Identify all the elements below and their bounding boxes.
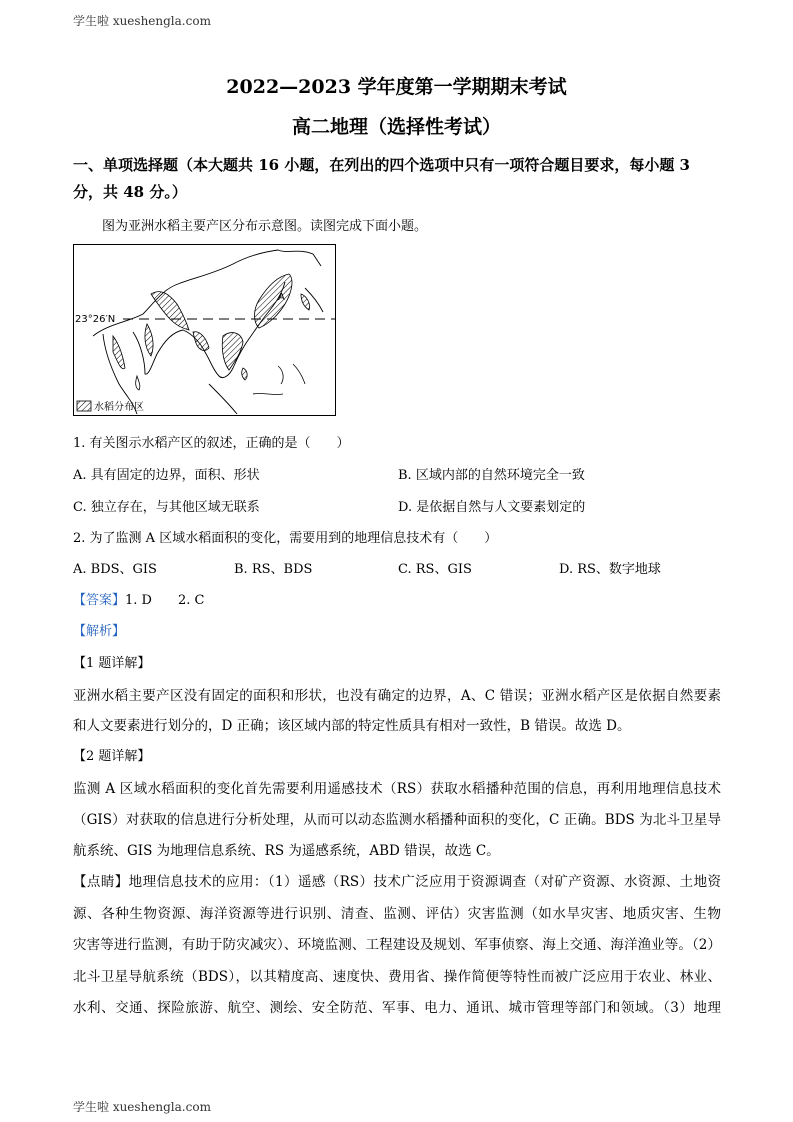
tip-line: 水利、交通、探险旅游、航空、测绘、安全防范、军事、电力、通讯、城市管理等部门和领域。（3）地理 xyxy=(73,1000,721,1016)
q1-detail-tag: 【1 题详解】 xyxy=(73,656,151,671)
question-2-option-d: D. RS、数字地球 xyxy=(559,562,661,577)
q1-detail-line: 和人文要素进行划分的，D 正确；该区域内部的特定性质具有相对一致性，B 错误。故选 D。 xyxy=(73,718,631,734)
legend-label: 水稻分布区 xyxy=(94,402,144,413)
legend-swatch xyxy=(77,401,91,411)
tip-line: 源、各种生物资源、海洋资源等进行识别、清查、监测、评估）灾害监测（如水旱灾害、地质灾害、生物 xyxy=(73,906,721,922)
exam-title: 2022—2023 学年度第一学期期末考试 xyxy=(226,76,567,98)
site-watermark-footer: 学生啦 xueshengla.com xyxy=(73,1100,211,1114)
region-a-label: A xyxy=(278,292,285,303)
question-1-option-a: A. 具有固定的边界，面积、形状 xyxy=(73,468,260,483)
question-2-option-a: A. BDS、GIS xyxy=(73,562,157,577)
question-2-option-c: C. RS、GIS xyxy=(398,562,472,577)
question-1-option-d: D. 是依据自然与人文要素划定的 xyxy=(398,500,586,515)
section-heading-line2: 分，共 48 分。） xyxy=(73,183,187,201)
analysis-tag: 【解析】 xyxy=(73,624,126,639)
latitude-label: 23°26′N xyxy=(75,314,116,325)
map-frame xyxy=(74,245,336,416)
question-2-option-b: B. RS、BDS xyxy=(234,562,313,577)
question-1-option-b: B. 区域内部的自然环境完全一致 xyxy=(398,468,585,483)
answer-line xyxy=(73,589,204,608)
tip-line: 【点睛】地理信息技术的应用：（1）遥感（RS）技术广泛应用于资源调查（对矿产资源、水资源、土地资 xyxy=(73,874,721,890)
answer-tag: 【答案】 xyxy=(73,593,126,608)
q2-detail-line: （GIS）对获取的信息进行分析处理，从而可以动态监测水稻播种面积的变化，C 正确。BDS 为北斗卫星导 xyxy=(73,812,721,828)
question-2-stem: 2. 为了监测 A 区域水稻面积的变化，需要用到的地理信息技术有（ ） xyxy=(73,531,498,546)
exam-subtitle: 高二地理（选择性考试） xyxy=(291,116,501,138)
q1-detail-line: 亚洲水稻主要产区没有固定的面积和形状，也没有确定的边界，A、C 错误；亚洲水稻产区是依据自然要素 xyxy=(73,688,721,704)
q2-detail-line: 航系统、GIS 为地理信息系统、RS 为遥感系统，ABD 错误，故选 C。 xyxy=(73,843,500,859)
answer-text: 1. D 2. C xyxy=(125,593,205,608)
q2-detail-line: 监测 A 区域水稻面积的变化首先需要利用遥感技术（RS）获取水稻播种范围的信息，再利用地理信息技术 xyxy=(73,781,721,797)
tip-line: 北斗卫星导航系统（BDS），以其精度高、速度快、费用省、操作简便等特性而被广泛应用于农业、林业、 xyxy=(73,969,721,985)
site-watermark-header: 学生啦 xueshengla.com xyxy=(73,14,211,28)
section-heading-line1: 一、单项选择题（本大题共 16 小题，在列出的四个选项中只有一项符合题目要求，每小题 3 xyxy=(73,156,690,174)
rice-distribution-map xyxy=(73,244,336,416)
question-1-stem: 1. 有关图示水稻产区的叙述，正确的是（ ） xyxy=(73,436,350,451)
question-1-option-c: C. 独立存在，与其他区域无联系 xyxy=(73,500,260,515)
q2-detail-tag: 【2 题详解】 xyxy=(73,749,151,764)
question-intro: 图为亚洲水稻主要产区分布示意图。读图完成下面小题。 xyxy=(102,219,428,234)
tip-line: 灾害等进行监测，有助于防灾减灾）、环境监测、工程建设及规划、军事侦察、海上交通、海洋渔业等。（2） xyxy=(73,937,721,953)
